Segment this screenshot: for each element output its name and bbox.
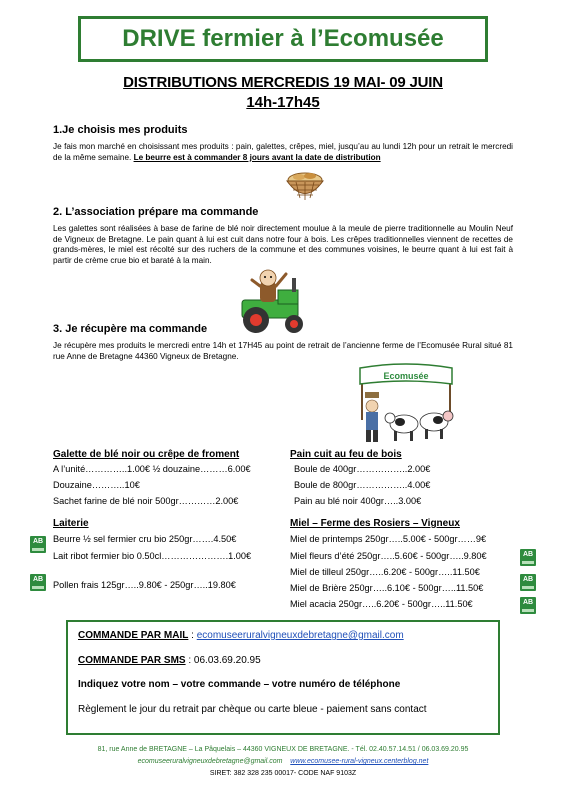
order-sms-label: COMMANDE PAR SMS <box>78 655 186 666</box>
bread-basket-icon <box>282 166 328 206</box>
order-payment: Règlement le jour du retrait par chèque ou carte bleue - paiement sans contact <box>78 704 427 715</box>
miel-heading: Miel – Ferme des Rosiers – Vigneux <box>290 518 460 529</box>
order-mail-link[interactable]: ecomuseeruralvigneuxdebretagne@gmail.com <box>196 630 404 641</box>
step-2-text: Les galettes sont réalisées à base de farine de blé noir directement moulue à la meule de pierre traditionnelle au Moulin Neuf de Vigneux de Bretagne. Le pain quant à lui est cuit dans notre four à bois. Les crêpes traditionnelles viennent de recettes de grands-mères, le miel est récolté sur des ruchers de la commune et des communes voisines, le beurre quant à lui est fait à partir de crème crue bio et baraté à la main. <box>53 224 513 265</box>
miel-line: Miel de Brière 250gr…..6.10€ - 500gr…..11.50€ <box>290 583 484 593</box>
order-mail-line <box>78 630 404 641</box>
step-1-text <box>53 142 513 163</box>
footer-blog-link[interactable]: www.ecomusee-rural-vigneux.centerblog.net <box>290 758 429 765</box>
organic-ab-logo-icon: AB <box>520 597 536 614</box>
laiterie-line: Pollen frais 125gr…..9.80€ - 250gr…..19.80€ <box>53 580 236 590</box>
laiterie-line: Lait ribot fermier bio 0.50cl………………….1.00€ <box>53 551 252 561</box>
title-banner <box>78 16 488 62</box>
miel-line: Miel de tilleul 250gr…..6.20€ - 500gr…..11.50€ <box>290 567 480 577</box>
laiterie-heading: Laiterie <box>53 518 89 529</box>
distribution-dates: DISTRIBUTIONS MERCREDIS 19 MAI- 09 JUIN <box>123 74 443 91</box>
footer-address: 81, rue Anne de BRETAGNE – La Pâquelais – 44360 VIGNEUX DE BRETAGNE. - Tél. 02.40.57.14.51 / 06.03.69.20.95 <box>97 746 469 753</box>
order-mail-separator: : <box>188 630 197 641</box>
pain-heading: Pain cuit au feu de bois <box>290 449 402 460</box>
organic-ab-logo-icon: AB <box>30 536 46 553</box>
order-mail-label: COMMANDE PAR MAIL <box>78 630 189 641</box>
galette-heading: Galette de blé noir ou crêpe de froment <box>53 449 240 460</box>
miel-line: Miel de printemps 250gr…..5.00€ - 500gr……9€ <box>290 534 487 544</box>
miel-line: Miel fleurs d’été 250gr…..5.60€ - 500gr…..9.80€ <box>290 551 487 561</box>
pain-line: Boule de 400gr……………..2.00€ <box>294 464 431 474</box>
ecomusee-farm-illustration <box>354 362 466 448</box>
step-1-title: 1.Je choisis mes produits <box>53 124 188 136</box>
tractor-farmer-illustration <box>232 268 318 338</box>
galette-line: Douzaine………..10€ <box>53 480 140 490</box>
page-title: DRIVE fermier à l’Ecomusée <box>122 25 444 52</box>
organic-ab-logo-icon: AB <box>520 549 536 566</box>
organic-ab-logo-icon: AB <box>30 574 46 591</box>
ecomusee-sign-text: Ecomusée <box>383 371 429 381</box>
galette-line: Sachet farine de blé noir 500gr…………2.00€ <box>53 496 239 506</box>
distribution-hours: 14h-17h45 <box>246 94 320 111</box>
footer-email[interactable]: ecomuseeruralvigneuxdebretagne@gmail.com <box>137 758 283 765</box>
step-1-emphasis: Le beurre est à commander 8 jours avant la date de distribution <box>133 152 381 162</box>
order-box <box>66 620 500 735</box>
footer-links <box>0 758 566 765</box>
galette-line: A l’unité…………..1.00€ ½ douzaine………6.00€ <box>53 464 251 474</box>
step-3-text: Je récupère mes produits le mercredi entre 14h et 17H45 au point de retrait de l’ancienne ferme de l’Ecomusée Rural situé 81 rue Anne de Bretagne 44360 Vigneux de Bretagne. <box>53 341 513 361</box>
pain-line: Pain au blé noir 400gr…..3.00€ <box>294 496 422 506</box>
miel-line: Miel acacia 250gr…..6.20€ - 500gr…..11.50€ <box>290 599 473 609</box>
step-2-title: 2. L’association prépare ma commande <box>53 206 259 218</box>
organic-ab-logo-icon: AB <box>520 574 536 591</box>
pain-line: Boule de 800gr……………..4.00€ <box>294 480 431 490</box>
step-1-body: Je fais mon marché en choisissant mes produits : pain, galettes, crêpes, miel, jusqu’au au lundi 12h pour un retrait le mercredi de la même semaine. <box>53 142 513 162</box>
order-sms-line <box>78 655 261 666</box>
laiterie-line: Beurre ½ sel fermier cru bio 250gr…….4.50€ <box>53 534 237 544</box>
order-sms-number[interactable]: : 06.03.69.20.95 <box>185 655 261 666</box>
step-3-title: 3. Je récupère ma commande <box>53 323 208 335</box>
footer-siret: SIRET: 382 328 235 00017- CODE NAF 9103Z <box>209 770 357 777</box>
order-instructions: Indiquez votre nom – votre commande – votre numéro de téléphone <box>78 679 401 690</box>
